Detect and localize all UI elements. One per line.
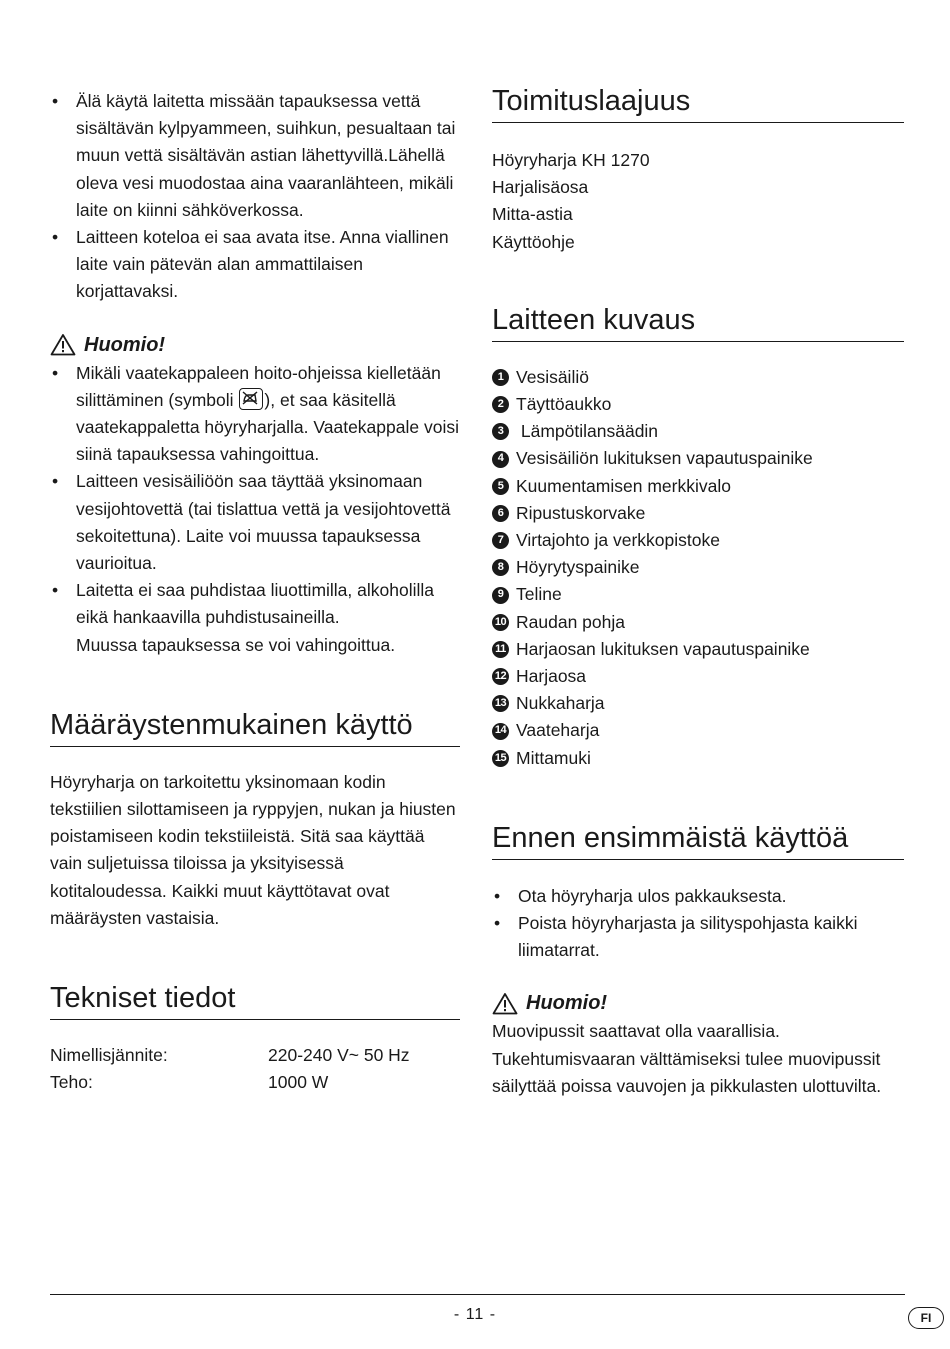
part-label: Harjaosa [516, 666, 587, 687]
bullet-text: Älä käytä laitetta missään tapauksessa vettä sisältävän kylpyammeen, suihkun, pesualtaan tai muun vettä sisältävän astian lähettyvillä.Lähellä oleva vesi muodostaa aina vaaranlähteen, mikäli laite on kiinni sähköverkossa. [76, 91, 456, 220]
list-item [492, 554, 904, 581]
list-item [492, 745, 904, 772]
tech-value: 220-240 V~ 50 Hz [268, 1045, 410, 1066]
first-use-bullet-list [492, 883, 904, 965]
part-number-badge: 7 [492, 532, 509, 549]
part-label: Kuumentamisen merkkivalo [516, 475, 731, 496]
part-number-badge: 4 [492, 451, 509, 468]
part-label: Raudan pohja [516, 611, 625, 632]
bullet-text: Muussa tapauksessa se voi vahingoittua. [76, 634, 396, 655]
tech-value: 1000 W [268, 1072, 329, 1093]
list-item [492, 690, 904, 717]
bullet-text: Laitetta ei saa puhdistaa liuottimilla, alkoholilla eikä hankaavilla puhdistusaineilla. [76, 580, 434, 628]
part-label: Vesisäiliö [516, 366, 589, 387]
warning-icon [492, 992, 518, 1015]
bullet-text: Ota höyryharja ulos pakkauksesta. [518, 885, 787, 906]
bullet-text: Laitteen koteloa ei saa avata itse. Anna viallinen laite vain pätevän alan ammattilaisen korjattavaksi. [76, 227, 449, 302]
part-number-badge: 8 [492, 559, 509, 576]
bullet-text: Laitteen vesisäiliöön saa täyttää yksinomaan vesijohtovettä (tai tislattua vettä ja vesijohtovettä sekoitettuna). Laite voi muussa tapauksessa vaurioitua. [76, 471, 451, 574]
part-label: Höyrytyspainike [516, 557, 640, 578]
list-item [492, 473, 904, 500]
list-item: Harjalisäosa [492, 177, 589, 198]
bullet-text: ), et saa käsitellä vaatekappaletta höyryharjalla. Vaatekappale voisi siinä tapauksessa vahingoittua. [76, 389, 459, 465]
section-title-tech: Tekniset tiedot [50, 981, 460, 1020]
list-item [492, 636, 904, 663]
list-item [492, 445, 904, 472]
page-number: - 11 - [453, 1306, 497, 1323]
list-item [492, 391, 904, 418]
part-number-badge: 11 [492, 641, 509, 658]
list-item: • Laitetta ei saa puhdistaa liuottimilla, alkoholilla eikä hankaavilla puhdistusaineilla. Muussa tapauksessa se voi vahingoittua. [52, 580, 434, 655]
section-title-intended-use: Määräystenmukainen käyttö [50, 708, 460, 747]
part-label: Mittamuki [516, 747, 591, 768]
notice-heading [50, 332, 460, 358]
list-item: • Älä käytä laitetta missään tapauksessa vettä sisältävän kylpyammeen, suihkun, pesualtaan tai muun vettä sisältävän astian lähettyvillä.Lähellä oleva vesi muodostaa aina vaaranlähteen, mikäli laite on kiinni sähköverkossa. [52, 91, 456, 220]
no-steam-symbol-icon [239, 388, 263, 410]
part-number-badge: 6 [492, 505, 509, 522]
part-label: Lämpötilansäädin [516, 421, 659, 442]
parts-list [492, 364, 904, 772]
part-label: Harjaosan lukituksen vapautuspainike [516, 638, 810, 659]
right-column [492, 84, 904, 1100]
part-number-badge: 15 [492, 750, 509, 767]
list-item: Höyryharja KH 1270 [492, 150, 650, 170]
part-label: Teline [516, 584, 562, 605]
notice-title: Huomio! [84, 333, 166, 356]
part-label: Täyttöaukko [516, 394, 612, 415]
list-item: • Poista höyryharjasta ja silityspohjasta kaikki liimatarrat. [494, 913, 858, 961]
list-item [492, 364, 904, 391]
part-number-badge: 9 [492, 587, 509, 604]
section-title-delivery: Toimituslaajuus [492, 84, 904, 123]
list-item: • Ota höyryharja ulos pakkauksesta. [494, 885, 787, 906]
part-number-badge: 2 [492, 396, 509, 413]
bullet-text: Mikäli vaatekappaleen hoito-ohjeissa kielletään silittäminen (symboli [76, 362, 441, 410]
list-item: Mitta-astia [492, 204, 573, 225]
notice-bullet-list [50, 360, 460, 659]
tech-table [50, 1042, 460, 1096]
footer-divider [50, 1294, 905, 1295]
list-item [492, 609, 904, 636]
part-label: Nukkaharja [516, 693, 605, 714]
list-item [492, 581, 904, 608]
part-number-badge: 13 [492, 695, 509, 712]
part-number-badge: 3 [492, 423, 509, 440]
part-label: Vaateharja [516, 720, 600, 741]
part-number-badge: 12 [492, 668, 509, 685]
notice-title: Huomio! [526, 992, 608, 1015]
list-item: • Laitteen vesisäiliöön saa täyttää yksinomaan vesijohtovettä (tai tislattua vettä ja vesijohtovettä sekoitettuna). Laite voi muussa tapauksessa vaurioitua. [52, 471, 451, 574]
part-number-badge: 14 [492, 723, 509, 740]
intro-bullet-list [50, 88, 460, 306]
tech-label: Nimellisjännite: [50, 1045, 168, 1066]
list-item: • Laitteen koteloa ei saa avata itse. Anna viallinen laite vain pätevän alan ammattilaisen korjattavaksi. [52, 227, 449, 302]
part-number-badge: 10 [492, 614, 509, 631]
part-label: Vesisäiliön lukituksen vapautuspainike [516, 448, 813, 469]
list-item [492, 663, 904, 690]
list-item: • Mikäli vaatekappaleen hoito-ohjeissa kielletään silittäminen (symboli ), et saa käsitellä vaatekappaletta höyryharjalla. Vaatekappale voisi siinä tapauksessa vahingoittua. [52, 362, 459, 465]
left-column [50, 84, 460, 1096]
warning-icon [50, 333, 76, 356]
bullet-text: Poista höyryharjasta ja silityspohjasta kaikki liimatarrat. [518, 913, 858, 961]
list-item [492, 500, 904, 527]
part-number-badge: 1 [492, 369, 509, 386]
list-item [492, 527, 904, 554]
tech-label: Teho: [50, 1072, 93, 1093]
list-item [492, 418, 904, 445]
part-label: Virtajohto ja verkkopistoke [516, 530, 720, 551]
notice-text: Muovipussit saattavat olla vaarallisia. Tukehtumisvaaran välttämiseksi tulee muovipussit säilyttää poissa vauvojen ja pikkulasten ulottuvilta. [492, 1021, 882, 1096]
part-number-badge: 5 [492, 478, 509, 495]
intended-use-text: Höyryharja on tarkoitettu yksinomaan kodin tekstiilien silottamiseen ja ryppyjen, nukan ja hiusten poistamiseen kodin tekstiileistä. Sitä saa käyttää vain suljetuissa tiloissa ja yksityisessä kotitaloudessa. Kaikki muut käyttötavat ovat määräysten vastaisia. [50, 771, 456, 928]
list-item [492, 717, 904, 744]
part-label: Ripustuskorvake [516, 502, 646, 523]
delivery-list [492, 147, 904, 256]
list-item: Käyttöohje [492, 231, 575, 252]
language-badge: FI [908, 1307, 944, 1329]
notice-heading [492, 990, 904, 1016]
section-title-description: Laitteen kuvaus [492, 303, 904, 342]
section-title-first-use: Ennen ensimmäistä käyttöä [492, 821, 904, 860]
